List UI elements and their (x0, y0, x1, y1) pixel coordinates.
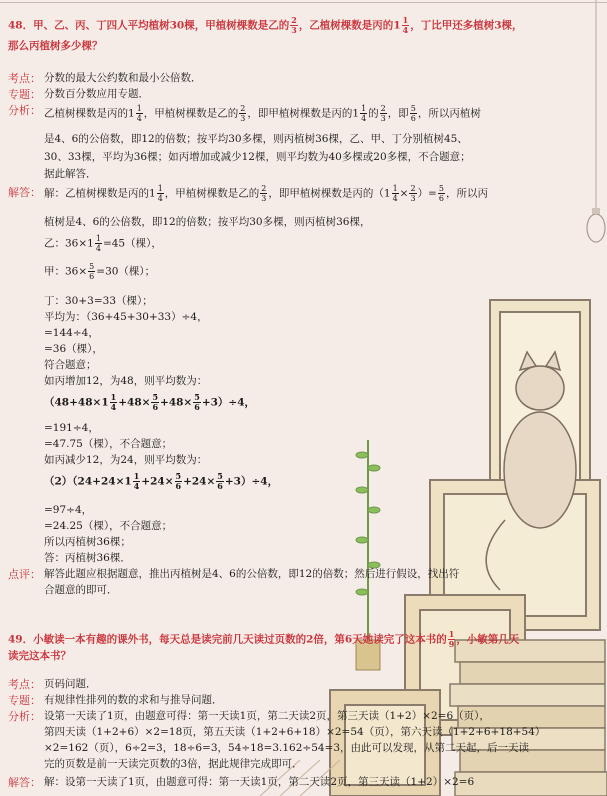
frac-den: 4 (110, 402, 117, 412)
q48-increase-formula (44, 393, 255, 412)
q48-fenxi-l1-f: ，所以丙植树 (417, 107, 481, 120)
fraction (239, 104, 246, 123)
q49-zhuanti-text: 有规律性排列的数的求和与推导问题． (44, 694, 223, 706)
q48-fit-line: 符合题意； (44, 359, 97, 371)
mixed-whole: 1 (128, 107, 135, 120)
q48-jieda-l1-b: ，甲植树棵数是乙的 (164, 187, 260, 200)
fraction (409, 184, 416, 203)
frac-num: 5 (438, 184, 444, 193)
fraction (410, 104, 417, 123)
frac-num: 5 (410, 104, 416, 113)
q48-dianping-line1: 解答此题应根据题意，推出丙植树是4、6的公倍数，即12的倍数；然后进行假设，找出符 (44, 568, 460, 580)
frac-den: 6 (194, 402, 200, 412)
frac-num: 2 (380, 104, 386, 113)
q48-ding-line: 丁：30+3=33（棵）； (44, 295, 153, 307)
frac-num: 5 (152, 392, 159, 402)
q48-dec-f-a: （2）（24+24× (44, 475, 125, 488)
frac-den: 6 (410, 114, 416, 123)
q48-title-text-c: ，丁比甲还多植树3棵， (410, 19, 523, 32)
frac-num: 1 (157, 184, 163, 193)
frac-den: 3 (380, 114, 386, 123)
q48-decrease-result2: =24.25（棵），不合题意； (44, 520, 173, 532)
mixed-whole: 1 (87, 237, 94, 250)
frac-den: 4 (136, 114, 142, 123)
frac-num: 2 (240, 104, 246, 113)
q48-increase-line: 如丙增加12，为48，则平均数为： (44, 375, 208, 387)
fraction (157, 184, 164, 203)
q49-title-fraction (448, 630, 456, 649)
fraction (360, 104, 367, 123)
frac-den: 4 (133, 481, 140, 491)
q48-jia-b: =30（棵）； (96, 265, 156, 278)
q48-title-line1 (8, 16, 523, 35)
q49-fenxi-line1: 设第一天读了1页，由题意可得：第一天读1页，第二天读2页，第三天读（1+2）×2=6（页）， (44, 710, 490, 722)
q49-fenxi-line3: ×2=162（页），6÷2=3，18÷6=3，54÷18=3.162÷54=3，由此可以发现，从第二天起，后一天读 (44, 742, 530, 754)
fraction (380, 104, 387, 123)
fraction (88, 262, 95, 281)
q48-decrease-result1: =97÷4， (44, 504, 93, 516)
fraction (216, 472, 224, 491)
q48-zhuanti-label: 专题： (8, 88, 41, 101)
frac-num: 5 (89, 262, 95, 271)
q48-jieda-l1-a: 解：乙植树棵数是丙的 (44, 187, 149, 200)
top-rule (0, 2, 607, 3)
q48-fenxi-label: 分析： (8, 104, 41, 117)
fraction (392, 184, 399, 203)
frac-den: 4 (392, 194, 398, 203)
q49-title-text-b: ，小敏第几天 (456, 633, 520, 646)
q48-fenxi-l1-b: ，甲植树棵数是乙的 (143, 107, 239, 120)
fraction (95, 234, 102, 253)
q48-kaodian-text: 分数的最大公约数和最小公倍数． (44, 72, 202, 84)
q48-fenxi-l1-d: 的 (368, 107, 379, 120)
q48-dianping-label: 点评： (8, 568, 41, 581)
frac-num: 1 (95, 234, 101, 243)
fraction (151, 393, 159, 412)
q48-increase-result2: =47.75（棵），不合题意； (44, 438, 173, 450)
q48-inc-f-a: （48+48× (44, 396, 102, 409)
q48-avg-line1: 平均为：（36+45+30+33）÷4， (44, 311, 208, 323)
q48-fenxi-l1-a: 乙植树棵数是丙的 (44, 107, 128, 120)
q48-title-text-a: 48．甲、乙、丙、丁四人平均植树30棵，甲植树棵数是乙的 (8, 19, 290, 32)
q48-jieda-l1-c: ，即甲植树棵数是丙的（ (268, 187, 384, 200)
q48-inc-f-d: +3）÷4， (201, 396, 256, 409)
q48-jieda-label: 解答： (8, 186, 41, 199)
fraction (175, 472, 183, 491)
q48-dianping-line2: 合题意的即可． (44, 584, 118, 596)
q48-jieda-l1-d: × (399, 187, 409, 200)
frac-num: 1 (392, 184, 398, 193)
q49-zhuanti-label: 专题： (8, 694, 41, 707)
frac-den: 3 (240, 114, 246, 123)
frac-den: 4 (95, 244, 101, 253)
fraction (136, 104, 143, 123)
q48-yi-b: =45（棵）， (102, 237, 162, 250)
q48-inc-f-b: +48× (118, 396, 151, 409)
frac-den: 4 (157, 194, 163, 203)
q49-title-frac-den: 9 (448, 639, 455, 649)
q48-title-mixed-fraction (402, 16, 410, 35)
mixed-whole: 1 (352, 107, 360, 120)
q48-title-fraction (290, 16, 298, 35)
frac-num: 2 (410, 184, 416, 193)
q49-fenxi-label: 分析： (8, 710, 41, 723)
q48-fenxi-l1-e: ，即 (387, 107, 409, 120)
q48-zhuanti-text: 分数百分数应用专题． (44, 88, 149, 100)
frac-den: 3 (410, 194, 416, 203)
frac-den: 6 (217, 481, 223, 491)
q49-kaodian-text: 页码问题． (44, 678, 97, 690)
q48-increase-result1: =191÷4， (44, 422, 99, 434)
q49-kaodian-label: 考点： (8, 678, 41, 691)
q48-decrease-formula (44, 472, 278, 491)
frac-den: 6 (438, 194, 444, 203)
q49-title-text-a: 49．小敏读一本有趣的课外书，每天总是读完前几天读过页数的2倍，第6天她读完了这本书的 (8, 633, 447, 646)
frac-num: 1 (361, 104, 367, 113)
fraction (438, 184, 445, 203)
frac-num: 1 (110, 392, 117, 402)
frac-num: 5 (194, 392, 200, 402)
q48-yi-a: 乙：36× (44, 237, 88, 250)
frac-den: 6 (89, 272, 95, 281)
q48-yi-line (44, 234, 162, 253)
fraction (133, 472, 141, 491)
q49-title-line1 (8, 630, 519, 649)
frac-num: 1 (133, 471, 140, 481)
q48-title-frac-num: 2 (291, 15, 297, 25)
mixed-whole: 1 (124, 475, 132, 488)
q48-title-frac-den: 3 (291, 25, 297, 35)
q49-jieda-line1: 解：设第一天读了1页，由题意可得：第一天读1页，第二天读2页，第三天读（1+2）×2=6 (44, 776, 475, 788)
q48-title-mixed-den: 4 (402, 25, 409, 35)
q48-jia-a: 甲：36× (44, 265, 88, 278)
q48-jieda-l1-e: ）= (417, 187, 437, 200)
q48-jieda-line2: 植树是4、6的公倍数，即12的倍数；按平均30多棵，则丙植树36棵， (44, 216, 371, 228)
mixed-whole: 1 (383, 187, 391, 200)
fraction (193, 393, 201, 412)
q48-answer: 答：丙植树36棵． (44, 552, 131, 564)
q48-fenxi-line3: 30、33棵，平均为36棵；如丙增加或减少12棵，则平均数为40多棵或20多棵，不合题意； (44, 151, 471, 163)
q48-title-mixed-num: 1 (402, 15, 409, 25)
frac-den: 6 (175, 481, 182, 491)
q49-fenxi-line2: 第四天读（1+2+6）×2=18页，第五天读（1+2+6+18）×2=54（页），第六天读（1+2+6+18+54） (44, 726, 546, 738)
frac-den: 3 (261, 194, 267, 203)
frac-num: 5 (217, 471, 223, 481)
q49-title-frac-num: 1 (448, 629, 455, 639)
q48-dec-f-d: +3）÷4， (224, 475, 279, 488)
q48-title-mixed-whole: 1 (393, 19, 401, 32)
q48-fenxi-line4: 据此解答． (44, 168, 97, 180)
fraction (260, 184, 267, 203)
frac-den: 4 (361, 114, 367, 123)
fraction (110, 393, 118, 412)
q49-jieda-label: 解答： (8, 776, 41, 789)
q48-kaodian-label: 考点： (8, 72, 41, 85)
q48-decrease-line: 如丙减少12，为24，则平均数为： (44, 454, 208, 466)
q48-dec-f-b: +24× (141, 475, 174, 488)
q48-avg-line3: =36（棵）， (44, 343, 103, 355)
q49-title-line2: 读完这本书？ (8, 650, 71, 662)
mixed-whole: 1 (149, 187, 156, 200)
q48-dec-f-c: +24× (183, 475, 216, 488)
mixed-whole: 1 (101, 396, 109, 409)
frac-num: 1 (136, 104, 142, 113)
frac-num: 2 (261, 184, 267, 193)
q48-title-text-b: ，乙植树棵数是丙的 (298, 19, 394, 32)
q49-fenxi-line4: 完的页数是前一天读完页数的3倍，据此规律完成即可． (44, 758, 303, 770)
q48-title-line2: 那么丙植树多少棵？ (8, 40, 103, 52)
q48-inc-f-c: +48× (160, 396, 193, 409)
q48-conclusion: 所以丙植树36棵； (44, 536, 131, 548)
q48-jieda-line1 (44, 184, 488, 203)
frac-den: 6 (152, 402, 159, 412)
frac-num: 5 (175, 471, 182, 481)
q48-jia-line (44, 262, 155, 281)
q48-fenxi-l1-c: ，即甲植树棵数是丙的 (247, 107, 353, 120)
q48-fenxi-line1 (44, 104, 481, 123)
q48-jieda-l1-f: ，所以丙 (445, 187, 488, 200)
q48-avg-line2: =144÷4， (44, 327, 99, 339)
q48-fenxi-line2: 是4、6的公倍数，即12的倍数；按平均30多棵，则丙植树36棵，乙、甲、丁分别植树45、 (44, 133, 468, 145)
